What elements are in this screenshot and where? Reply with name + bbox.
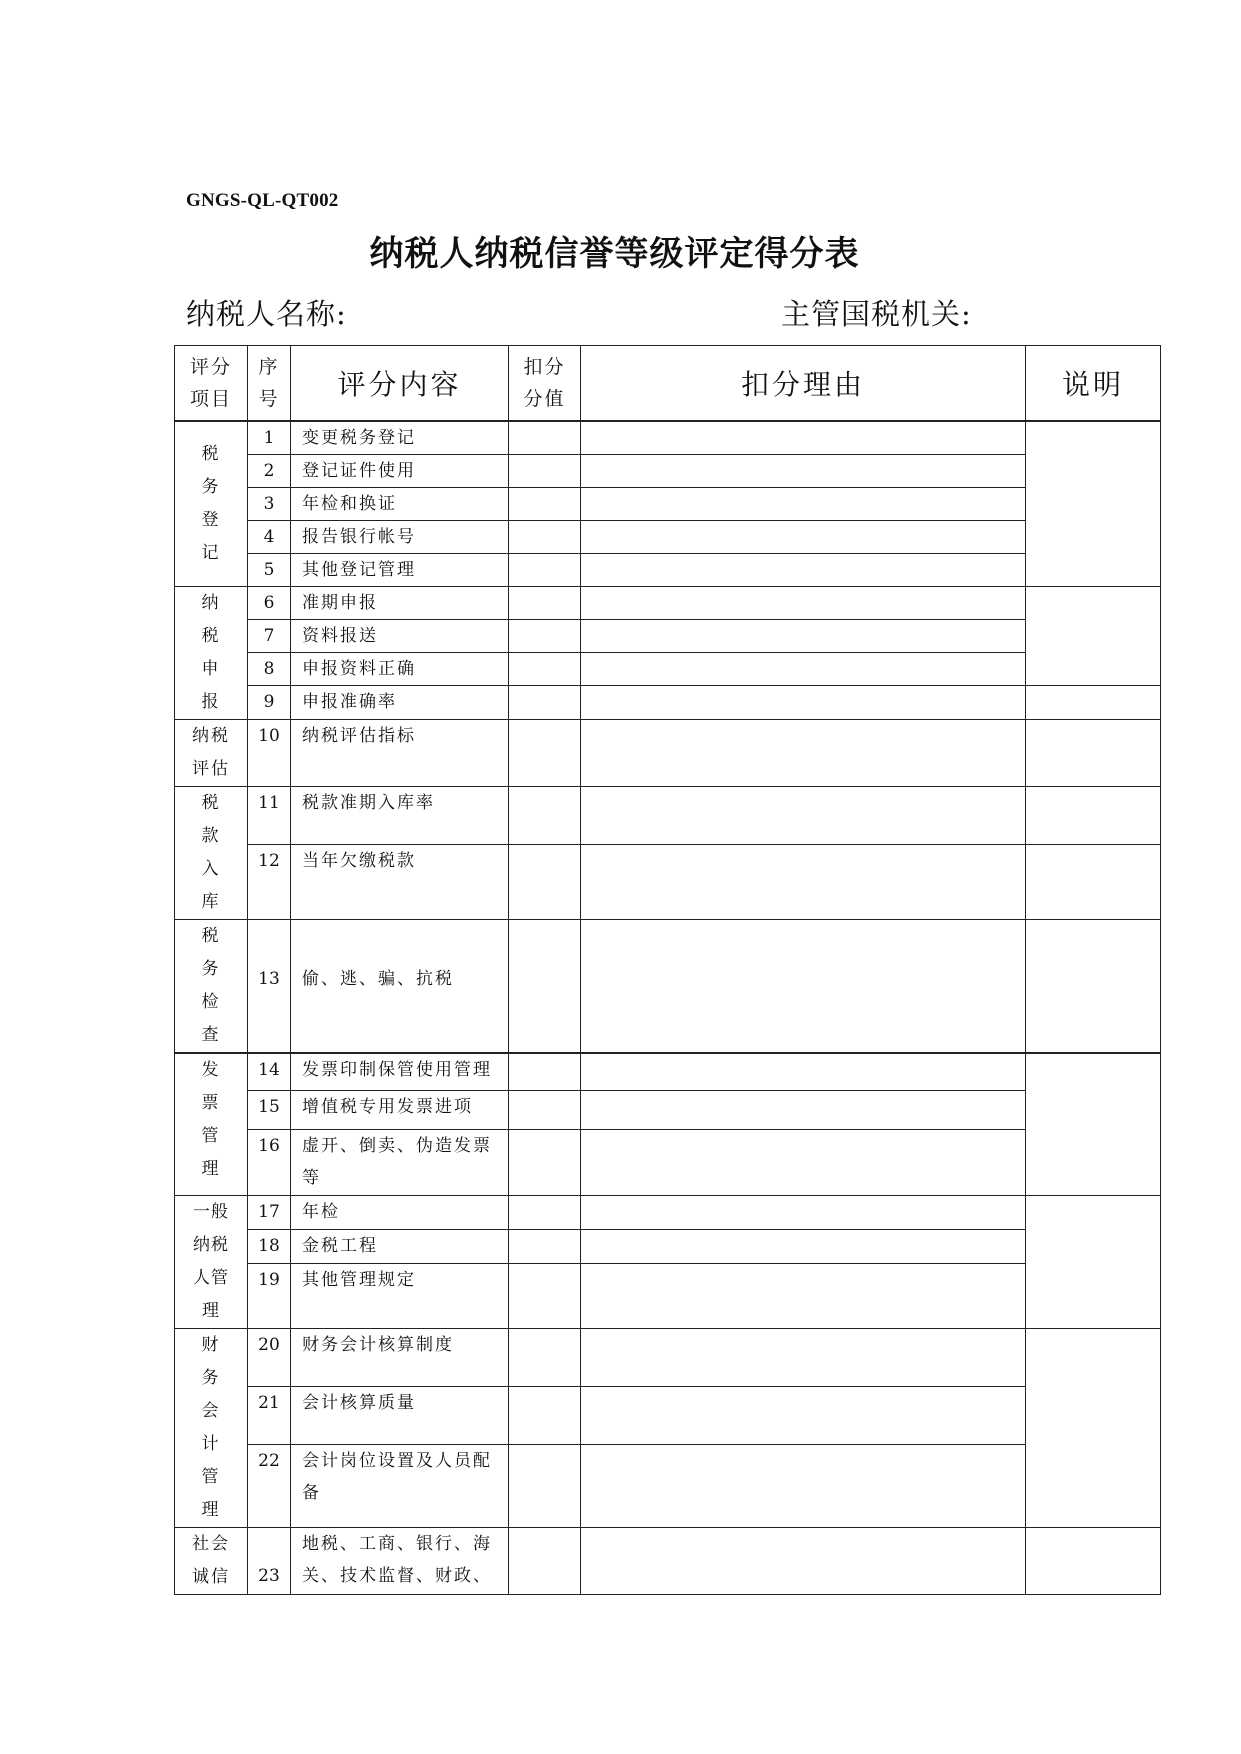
reason-cell[interactable] <box>581 653 1026 686</box>
row-item: 发票印制保管使用管理 <box>291 1053 509 1091</box>
note-cell[interactable] <box>1026 786 1161 844</box>
header-number <box>248 346 291 421</box>
row-number: 18 <box>248 1229 291 1263</box>
header-content: 评分内容 <box>291 346 509 421</box>
category-char: 理 <box>202 1301 220 1321</box>
category-char: 登 <box>201 509 221 530</box>
header-category <box>175 346 248 421</box>
row-number: 17 <box>248 1196 291 1230</box>
row-item: 其他登记管理 <box>291 553 509 586</box>
row-item: 金税工程 <box>291 1229 509 1263</box>
reason-cell[interactable] <box>581 586 1026 619</box>
row-number: 19 <box>248 1263 291 1329</box>
deduction-cell[interactable] <box>509 1130 581 1196</box>
deduction-cell[interactable] <box>509 619 581 652</box>
row-number: 3 <box>248 487 291 520</box>
category-cell <box>175 586 248 719</box>
category-char: 票 <box>201 1092 221 1113</box>
row-item: 税款准期入库率 <box>291 786 509 844</box>
table-row <box>175 1196 1161 1230</box>
deduction-cell[interactable] <box>509 421 581 455</box>
table-row <box>175 1444 1161 1527</box>
note-cell[interactable] <box>1026 1329 1161 1528</box>
table-row <box>175 1528 1161 1595</box>
category-char: 理 <box>201 1500 221 1520</box>
deduction-cell[interactable] <box>509 686 581 719</box>
reason-cell[interactable] <box>581 1263 1026 1329</box>
row-number: 23 <box>248 1528 291 1595</box>
table-row <box>175 520 1161 553</box>
row-number: 12 <box>248 844 291 919</box>
row-item: 申报资料正确 <box>291 653 509 686</box>
category-char: 计 <box>201 1434 221 1454</box>
table-row <box>175 1130 1161 1196</box>
category-char: 记 <box>201 542 221 563</box>
table-row <box>175 686 1161 719</box>
row-item: 报告银行帐号 <box>291 520 509 553</box>
category-char: 纳税 <box>193 1235 229 1255</box>
reason-cell[interactable] <box>581 619 1026 652</box>
note-cell[interactable] <box>1026 686 1161 719</box>
header-number-line1: 序 <box>258 355 280 378</box>
row-number: 10 <box>248 719 291 786</box>
category-char: 报 <box>201 691 221 712</box>
deduction-cell[interactable] <box>509 719 581 786</box>
row-number: 20 <box>248 1329 291 1387</box>
row-number: 22 <box>248 1444 291 1527</box>
category-char: 申 <box>201 658 221 679</box>
reason-cell[interactable] <box>581 1091 1026 1130</box>
row-number: 2 <box>248 454 291 487</box>
category-char: 务 <box>201 958 221 979</box>
header-deduction <box>509 346 581 421</box>
row-number: 9 <box>248 686 291 719</box>
page-title <box>0 226 1241 275</box>
table-row <box>175 653 1161 686</box>
category-char: 税 <box>201 625 221 646</box>
category-char: 会 <box>201 1401 221 1421</box>
category-cell <box>175 919 248 1053</box>
table-row <box>175 487 1161 520</box>
score-table <box>174 345 1161 1595</box>
category-cell <box>175 1053 248 1196</box>
category-char: 发 <box>201 1059 221 1080</box>
deduction-cell[interactable] <box>509 487 581 520</box>
category-char: 管 <box>201 1467 221 1487</box>
note-cell[interactable] <box>1026 1196 1161 1329</box>
page-title-text: 纳税人纳税信誉等级评定得分表 <box>369 234 860 274</box>
row-item: 登记证件使用 <box>291 454 509 487</box>
row-item: 财务会计核算制度 <box>291 1329 509 1387</box>
deduction-cell[interactable] <box>509 1263 581 1329</box>
note-cell[interactable] <box>1026 919 1161 1053</box>
note-cell[interactable] <box>1026 1528 1161 1595</box>
row-item: 申报准确率 <box>291 686 509 719</box>
category-char: 一般 <box>193 1202 229 1222</box>
reason-cell[interactable] <box>581 1528 1026 1595</box>
header-category-line2: 项目 <box>189 387 232 410</box>
header-row <box>175 346 1161 421</box>
row-item: 资料报送 <box>291 619 509 652</box>
reason-cell[interactable] <box>581 421 1026 455</box>
row-number: 7 <box>248 619 291 652</box>
deduction-cell[interactable] <box>509 1053 581 1091</box>
category-char: 检 <box>201 991 221 1012</box>
deduction-cell[interactable] <box>509 786 581 844</box>
reason-cell[interactable] <box>581 1229 1026 1263</box>
table-row <box>175 919 1161 1053</box>
tax-office-label: 主管国税机关: <box>781 297 972 331</box>
category-char: 税 <box>201 925 221 946</box>
category-char: 纳税 <box>192 725 230 746</box>
category-char: 务 <box>201 476 221 497</box>
category-cell <box>175 719 248 786</box>
row-item: 虚开、倒卖、伪造发票等 <box>291 1130 509 1196</box>
category-char: 库 <box>201 891 221 912</box>
note-cell[interactable] <box>1026 421 1161 587</box>
reason-cell[interactable] <box>581 786 1026 844</box>
deduction-cell[interactable] <box>509 844 581 919</box>
category-char: 务 <box>201 1368 221 1388</box>
category-cell <box>175 1196 248 1329</box>
category-cell <box>175 421 248 587</box>
table-row <box>175 421 1161 455</box>
reason-cell[interactable] <box>581 1053 1026 1091</box>
row-item: 年检和换证 <box>291 487 509 520</box>
deduction-cell[interactable] <box>509 553 581 586</box>
table-row <box>175 1229 1161 1263</box>
row-item: 其他管理规定 <box>291 1263 509 1329</box>
taxpayer-name-label: 纳税人名称: <box>186 297 347 331</box>
category-char: 评估 <box>192 758 230 779</box>
row-number: 15 <box>248 1091 291 1130</box>
category-char: 人管 <box>193 1268 229 1288</box>
deduction-cell[interactable] <box>509 1444 581 1527</box>
table-row <box>175 586 1161 619</box>
row-item: 变更税务登记 <box>291 421 509 455</box>
row-number: 16 <box>248 1130 291 1196</box>
row-item: 纳税评估指标 <box>291 719 509 786</box>
row-item: 准期申报 <box>291 586 509 619</box>
table-row <box>175 1091 1161 1130</box>
deduction-cell[interactable] <box>509 520 581 553</box>
reason-cell[interactable] <box>581 1196 1026 1230</box>
row-number: 11 <box>248 786 291 844</box>
reason-cell[interactable] <box>581 719 1026 786</box>
category-char: 纳 <box>201 592 221 613</box>
table-row <box>175 1053 1161 1091</box>
header-reason: 扣分理由 <box>581 346 1026 421</box>
reason-cell[interactable] <box>581 1386 1026 1444</box>
deduction-cell[interactable] <box>509 919 581 1053</box>
row-item: 当年欠缴税款 <box>291 844 509 919</box>
table-row <box>175 719 1161 786</box>
table-row <box>175 844 1161 919</box>
table-row <box>175 786 1161 844</box>
header-number-line2: 号 <box>258 387 280 410</box>
category-cell <box>175 1329 248 1528</box>
row-number: 1 <box>248 421 291 455</box>
table-row <box>175 619 1161 652</box>
table-row <box>175 454 1161 487</box>
deduction-cell[interactable] <box>509 1091 581 1130</box>
reason-cell[interactable] <box>581 686 1026 719</box>
table-row <box>175 1263 1161 1329</box>
reason-cell[interactable] <box>581 1329 1026 1387</box>
deduction-cell[interactable] <box>509 1386 581 1444</box>
deduction-cell[interactable] <box>509 653 581 686</box>
header-deduction-line2: 分值 <box>523 387 566 410</box>
note-cell[interactable] <box>1026 1053 1161 1196</box>
row-number: 6 <box>248 586 291 619</box>
table-row <box>175 1329 1161 1387</box>
note-cell[interactable] <box>1026 586 1161 686</box>
category-char: 诚信 <box>192 1567 230 1587</box>
note-cell[interactable] <box>1026 844 1161 919</box>
category-char: 款 <box>201 825 221 846</box>
category-char: 查 <box>201 1024 221 1045</box>
header-deduction-line1: 扣分 <box>523 355 566 378</box>
category-char: 社会 <box>192 1534 230 1554</box>
row-item: 年检 <box>291 1196 509 1230</box>
reason-cell[interactable] <box>581 454 1026 487</box>
table-row <box>175 553 1161 586</box>
row-item: 会计岗位设置及人员配备 <box>291 1444 509 1527</box>
row-number: 13 <box>248 919 291 1053</box>
document-code: GNGS-QL-QT002 <box>186 190 339 211</box>
category-char: 税 <box>201 792 221 813</box>
row-item: 地税、工商、银行、海关、技术监督、财政、 <box>291 1528 509 1595</box>
reason-cell[interactable] <box>581 919 1026 1053</box>
category-char: 税 <box>201 443 221 464</box>
reason-cell[interactable] <box>581 1444 1026 1527</box>
category-char: 财 <box>201 1335 221 1355</box>
header-category-line1: 评分 <box>189 355 232 378</box>
row-item: 会计核算质量 <box>291 1386 509 1444</box>
reason-cell[interactable] <box>581 844 1026 919</box>
row-number: 14 <box>248 1053 291 1091</box>
category-char: 管 <box>201 1125 221 1146</box>
category-char: 入 <box>201 858 221 879</box>
row-item: 偷、逃、骗、抗税 <box>291 919 509 1053</box>
row-item: 增值税专用发票进项 <box>291 1091 509 1130</box>
row-number: 4 <box>248 520 291 553</box>
deduction-cell[interactable] <box>509 1196 581 1230</box>
deduction-cell[interactable] <box>509 1329 581 1387</box>
row-number: 8 <box>248 653 291 686</box>
reason-cell[interactable] <box>581 520 1026 553</box>
reason-cell[interactable] <box>581 487 1026 520</box>
table-row <box>175 1386 1161 1444</box>
row-number: 5 <box>248 553 291 586</box>
deduction-cell[interactable] <box>509 1229 581 1263</box>
category-cell <box>175 1528 248 1595</box>
reason-cell[interactable] <box>581 553 1026 586</box>
row-number: 21 <box>248 1386 291 1444</box>
reason-cell[interactable] <box>581 1130 1026 1196</box>
note-cell[interactable] <box>1026 719 1161 786</box>
category-char: 理 <box>201 1158 221 1179</box>
header-note: 说明 <box>1026 346 1161 421</box>
deduction-cell[interactable] <box>509 454 581 487</box>
deduction-cell[interactable] <box>509 1528 581 1595</box>
deduction-cell[interactable] <box>509 586 581 619</box>
category-cell <box>175 786 248 919</box>
